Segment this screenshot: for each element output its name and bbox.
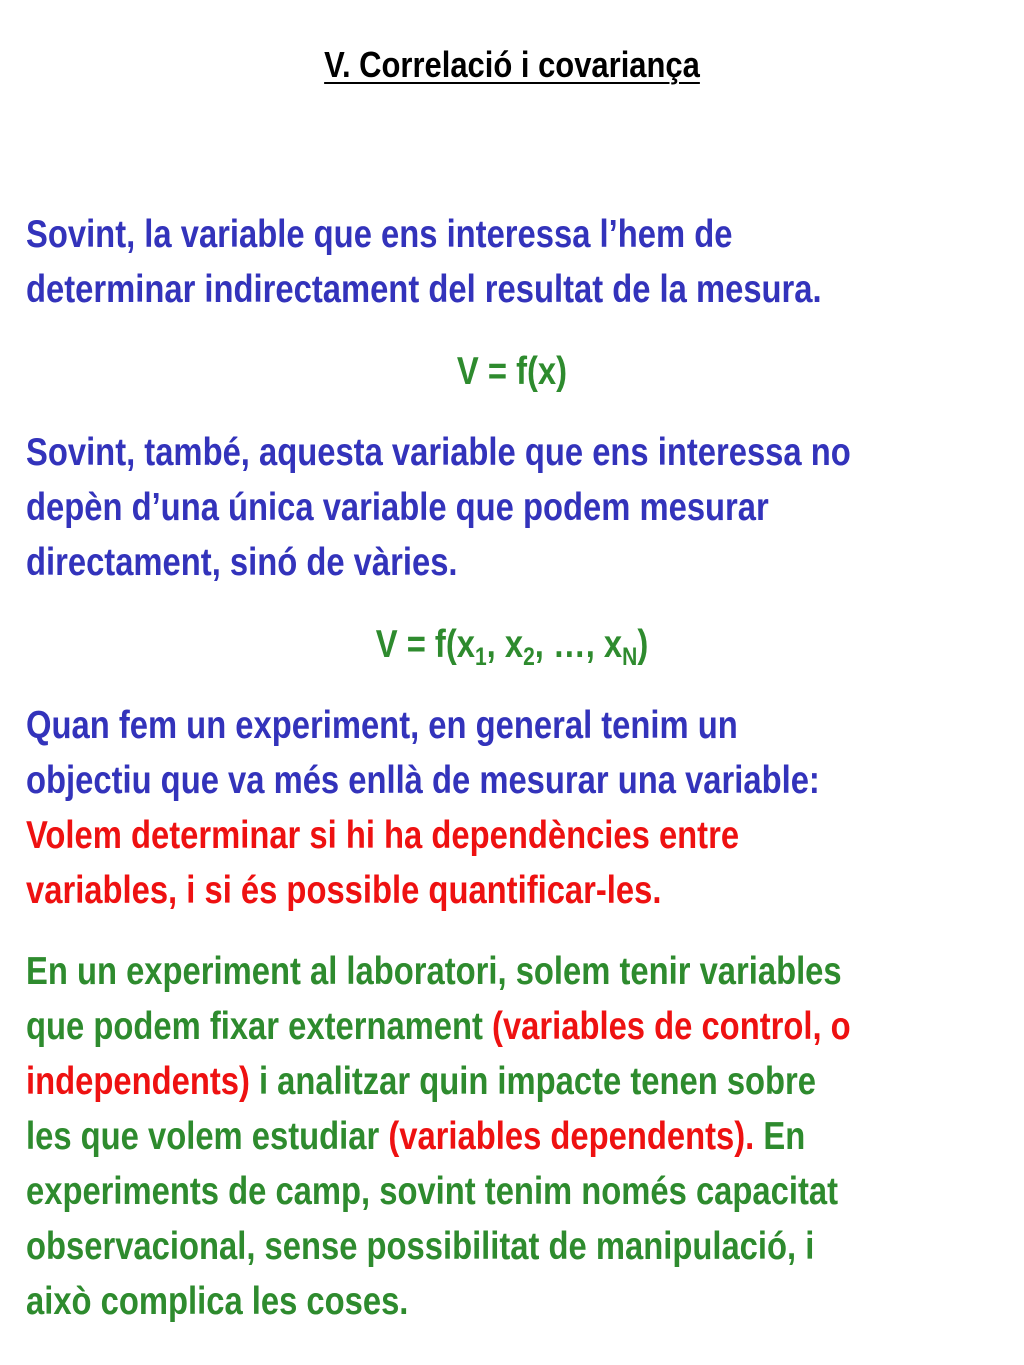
dependent-variables-term: (variables dependents). bbox=[388, 1115, 755, 1158]
paragraph-line: Sovint, la variable que ens interessa l’hem de bbox=[26, 213, 733, 256]
formula-subscript: 1 bbox=[474, 643, 487, 671]
paragraph-line: això complica les coses. bbox=[26, 1280, 409, 1323]
paragraph-line bbox=[26, 999, 975, 1054]
formula-part: , x bbox=[486, 623, 524, 666]
paragraph-line: Quan fem un experiment, en general tenim un bbox=[26, 704, 738, 747]
page-title-text: V. Correlació i covariança bbox=[324, 44, 700, 85]
paragraph-line: experiments de camp, sovint tenim només capacitat bbox=[26, 1170, 839, 1213]
text-segment: En bbox=[754, 1115, 806, 1158]
paragraph-line bbox=[26, 1109, 975, 1164]
paragraph-line: observacional, sense possibilitat de manipulació, i bbox=[26, 1225, 815, 1268]
formula-single-variable: V = f(x) bbox=[456, 350, 568, 393]
paragraph-intro bbox=[26, 207, 975, 317]
paragraph-line: En un experiment al laboratori, solem tenir variables bbox=[26, 950, 842, 993]
paragraph-line-highlight: Volem determinar si hi ha dependències entre bbox=[26, 814, 740, 857]
formula-subscript: 2 bbox=[523, 643, 535, 671]
paragraph-multiple-variables bbox=[26, 425, 975, 590]
formula-part: ) bbox=[637, 623, 649, 666]
formula-subscript: N bbox=[622, 643, 638, 671]
paragraph-line: directament, sinó de vàries. bbox=[26, 541, 458, 584]
paragraph-line bbox=[26, 1054, 975, 1109]
formula-multiple-variables bbox=[82, 617, 942, 672]
independent-variables-term: independents) bbox=[26, 1060, 250, 1103]
paragraph-experiment-objective bbox=[26, 698, 975, 918]
paragraph-line: Sovint, també, aquesta variable que ens interessa no bbox=[26, 431, 851, 474]
paragraph-laboratory bbox=[26, 944, 975, 1329]
page-title bbox=[72, 44, 953, 86]
formula-part: , …, x bbox=[534, 623, 623, 666]
paragraph-line: determinar indirectament del resultat de la mesura. bbox=[26, 268, 822, 311]
paragraph-line: depèn d’una única variable que podem mesurar bbox=[26, 486, 769, 529]
text-segment: les que volem estudiar bbox=[26, 1115, 389, 1158]
formula-part: V = f(x bbox=[375, 623, 475, 666]
text-segment: i analitzar quin impacte tenen sobre bbox=[249, 1060, 817, 1103]
text-segment: que podem fixar externament bbox=[26, 1005, 493, 1048]
paragraph-line: objectiu que va més enllà de mesurar una variable: bbox=[26, 759, 820, 802]
paragraph-line-highlight: variables, i si és possible quantificar-les. bbox=[26, 869, 662, 912]
control-variables-term: (variables de control, o bbox=[492, 1005, 851, 1048]
